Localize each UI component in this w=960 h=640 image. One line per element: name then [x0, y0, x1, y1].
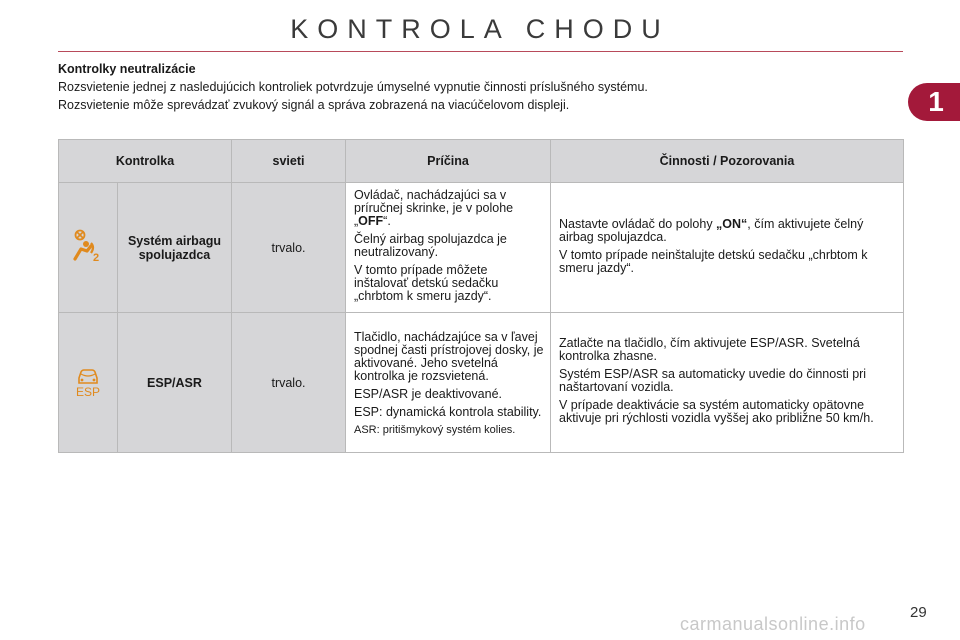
page-title: KONTROLA CHODU	[290, 14, 670, 44]
indicator-table	[58, 139, 904, 453]
table-header-row	[59, 140, 904, 183]
action-on-label: „ON“	[716, 216, 748, 231]
esp-warning-icon	[71, 364, 105, 398]
indicator-lights: trvalo.	[232, 313, 346, 453]
table-row	[59, 183, 904, 313]
header-svieti: svieti	[232, 140, 346, 183]
cause-cell	[346, 313, 551, 453]
passenger-airbag-off-icon	[71, 229, 105, 263]
action-text-part: Nastavte ovládač do polohy	[559, 216, 717, 231]
cause-text: Čelný airbag spolujazdca je neutralizovaný.	[354, 232, 507, 259]
table-row	[59, 313, 904, 453]
icon-cell	[59, 183, 118, 313]
icon-cell	[59, 313, 118, 453]
cause-text: ESP/ASR je deaktivované.	[354, 386, 502, 401]
intro-line-1: Rozsvietenie jednej z nasledujúcich kontroliek potvrdzuje úmyselné vypnutie činnosti príslušného systému.	[58, 80, 648, 94]
action-cell	[551, 313, 904, 453]
header-pricina: Príčina	[346, 140, 551, 183]
intro-heading: Kontrolky neutralizácie	[58, 62, 196, 76]
indicator-name: ESP/ASR	[118, 313, 232, 453]
cause-off-label: OFF	[358, 214, 384, 228]
indicator-lights: trvalo.	[232, 183, 346, 313]
cause-text: ASR: pritišmykový systém kolies.	[354, 423, 516, 436]
title-divider	[58, 51, 903, 52]
action-text: Systém ESP/ASR sa automaticky uvedie do činnosti pri naštartovaní vozidla.	[559, 367, 867, 394]
cause-cell	[346, 183, 551, 313]
page-number: 29	[910, 604, 927, 621]
esp-icon-text: ESP	[75, 385, 101, 398]
cause-text	[354, 189, 544, 228]
header-cinnosti: Činnosti / Pozorovania	[551, 140, 904, 183]
action-text	[559, 218, 895, 244]
svg-text:2: 2	[93, 252, 100, 263]
action-text: V prípade deaktivácie sa systém automaticky opätovne aktivuje pri rýchlosti vozidla vyššej ako približne 50 km/h.	[559, 398, 874, 425]
action-cell	[551, 183, 904, 313]
intro-section	[58, 61, 898, 115]
cause-text: ESP: dynamická kontrola stability.	[354, 404, 542, 419]
cause-text: Tlačidlo, nachádzajúce sa v ľavej spodnej časti prístrojovej dosky, je aktivované. Jeho svetelná kontrolka je rozsvietená.	[354, 329, 544, 383]
action-text-part: , čím aktivujete čelný airbag spolujazdca.	[559, 216, 864, 244]
chapter-badge[interactable]: 1	[908, 83, 960, 121]
indicator-name: Systém airbagu spolujazdca	[118, 183, 232, 313]
watermark-text: carmanualsonline.info	[680, 614, 866, 634]
intro-line-2: Rozsvietenie môže sprevádzať zvukový signál a správa zobrazená na viacúčelovom displeji.	[58, 98, 570, 112]
action-text: V tomto prípade neinštalujte detskú sedačku „chrbtom k smeru jazdy“.	[559, 247, 868, 275]
cause-text: V tomto prípade môžete inštalovať detskú sedačku „chrbtom k smeru jazdy“.	[354, 263, 499, 303]
header-kontrolka: Kontrolka	[59, 140, 232, 183]
action-text: Zatlačte na tlačidlo, čím aktivujete ESP/ASR. Svetelná kontrolka zhasne.	[559, 336, 860, 363]
cause-text-part: “.	[383, 214, 391, 228]
cause-text-part: Ovládač, nachádzajúci sa v príručnej skrinke, je v polohe „	[354, 188, 514, 228]
